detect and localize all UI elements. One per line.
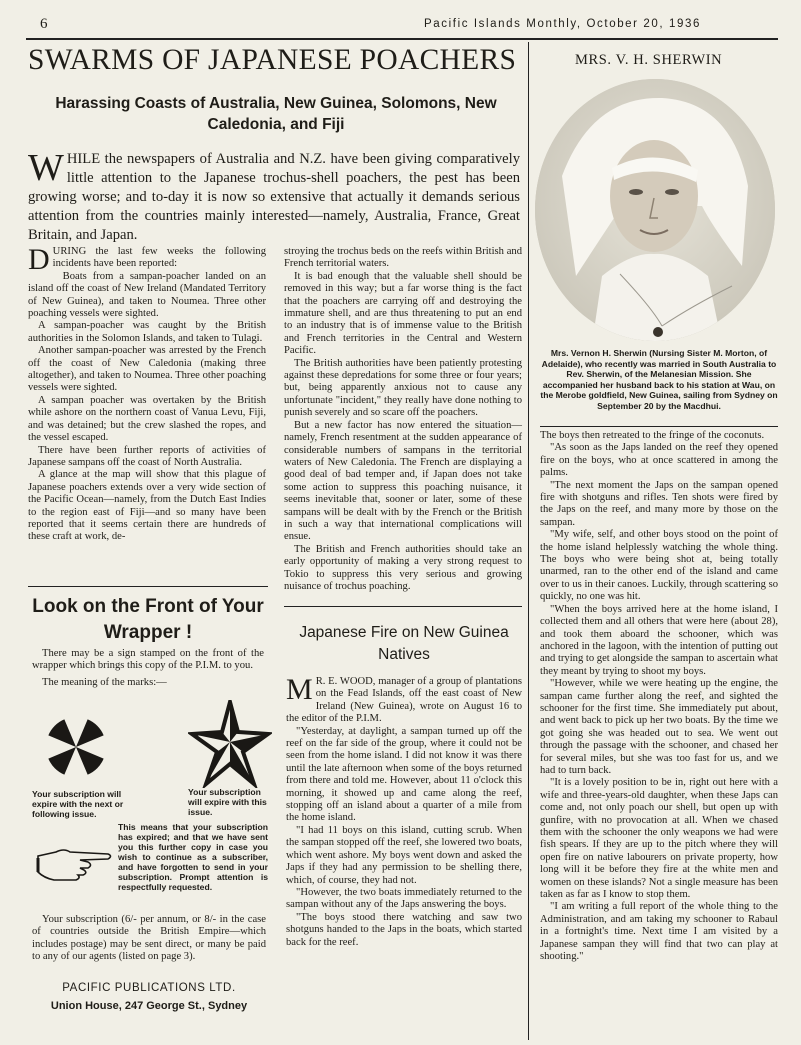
col4-para: "I am writing a full report of the whole thing to the Administration, and am taking my schooner to Rabaul in a fortnight's time. Next time I am visited by a Japanese sampan they will find that two can play at shooting.": [540, 901, 778, 963]
fire-first: R. E. WOOD, manager of a group of plantations on the Fead Islands, off the east coast of New Ireland (New Guinea), wrote on August 16 to the editor of the P.I.M.: [286, 676, 522, 725]
box-rule: [28, 586, 268, 587]
col1-first: URING the last few weeks the following incidents have been reported:: [52, 246, 266, 270]
col4-para: "My wife, self, and other boys stood on the point of the home island helplessly watching the whole thing. The boys who were being shot at, being totally unarmed, ran to the other end of the island and came over to us in their canoes. Luckily, through scattering so quickly, no one was hit.: [540, 529, 778, 603]
col4-para: "When the boys arrived here at the home island, I collected them and all others that were here (about 28), and took them aboard the schooner, which was anchored in the lagoon, with the intention of putting out and trying to get alongside the sampan to ascertain what they meant by trying to shoot my boys.: [540, 603, 778, 677]
col4-para: "However, while we were heating up the engine, the sampan came further along the reef, and sighted the schooner for the first time. She immediately put about, and went back to pick up her two boats. By the time we got going she was headed out to sea. We went out through the passage with the schooner, and chased her for several miles, but she was too fast for us, and we had to turn back.: [540, 678, 778, 776]
star-caption: Your subscription will expire with this issue.: [188, 787, 267, 817]
publisher-name: PACIFIC PUBLICATIONS LTD.: [62, 982, 236, 994]
caption-rule: [540, 426, 778, 427]
col4-para: "The next moment the Japs on the sampan opened fire with shotguns and rifles. Ten shots were fired by the Japs on the reef, and many more by those on the sampan.: [540, 479, 778, 528]
header-rule: [26, 38, 778, 40]
col1-dropcap: D: [28, 243, 50, 276]
fire-para: "However, the two boats immediately returned to the sampan without any of the Japs answering the boys.: [286, 886, 522, 911]
lead-text: HILE the newspapers of Australia and N.Z. have been giving comparatively little attention to the Japanese trochus-shell poachers, the pest has been growing worse; and to-day it is now so extensive that actually it demands serious attention from the countries mainly interested—namely, Australia, France, Great Britain, and Japan.: [28, 151, 520, 243]
col4-para: The boys then retreated to the fringe of the coconuts.: [540, 430, 765, 441]
col2-para: stroying the trochus beds on the reefs within British and French territorial waters.: [284, 246, 522, 270]
col4-para: "As soon as the Japs landed on the reef they opened fire on the boys, who at once scattered in among the palms.: [540, 442, 778, 479]
col1-para: There have been further reports of activities of Japanese sampans off the coast of North Australia.: [28, 444, 266, 468]
subscription-text: Your subscription (6/- per annum, or 8/- in the case of countries outside the British Empire—which includes postage) may be sent direct, or many be paid to any of our agents (listed on page 3).: [32, 914, 266, 963]
lead-paragraph: [28, 147, 520, 245]
wrapper-intro-text: There may be a sign stamped on the front of the wrapper which brings this copy of the P.I.M. to you.: [32, 648, 264, 672]
col2-para: It is bad enough that the valuable shell should be removed in this way; but a far worse thing is the fact that the poachers are carrying off and destroying the immature shell, and are thus threatening to put an end to an industry that is of immense value to the British and French territories in the Central and Western Pacific.: [284, 270, 522, 357]
hand-caption: This means that your subscription has expired; and that we have sent you this further copy in case you wish to continue as a subscriber, and have forgotten to send in your subscription. Prompt attention is respectfully requested.: [118, 822, 268, 892]
col1-para: A sampan poacher was overtaken by the British while ashore on the northern coast of Vanua Levu, Fiji, and was detained; but the crew slashed the ropes, and the vessel escaped.: [28, 394, 266, 444]
col1-para: A sampan-poacher was caught by the British authorities in the Solomon Islands, and taken to Tulagi.: [28, 320, 266, 344]
fire-section-title: Japanese Fire on New Guinea Natives: [299, 624, 509, 663]
article-column-4: [540, 430, 778, 963]
fire-para: "I had 11 boys on this island, cutting scrub. When the sampan stopped off the reef, she lowered two boats, which went ashore. My boys went down and asked the Japs if they had any permission to be shelling there, which, of course, they had not.: [286, 824, 522, 886]
col1-para: Boats from a sampan-poacher landed on an island off the coast of New Ireland (Mandated Territory of New Guinea), and taken to Noumea. Three other poaching vessels were sighted.: [28, 270, 266, 320]
fire-para: "The boys stood there watching and saw two shotguns handed to the Japs in the boats, which started back for the reef.: [286, 911, 522, 948]
maltese-cross-icon: [34, 705, 118, 789]
article-column-2: [284, 246, 522, 593]
col2-para: The British authorities have been patiently protesting against these depredations for some three or four years; but, being apparently anxious not to cause any unfortunate "incident," they really have done nothing to punish severely and so scare off the poachers.: [284, 357, 522, 419]
star-icon: [188, 700, 272, 788]
portrait-name: MRS. V. H. SHERWIN: [575, 52, 723, 68]
main-headline: SWARMS OF JAPANESE POACHERS: [28, 44, 517, 76]
col4-para: "It is a lovely position to be in, right out here with a wife and three-years-old daughter, when these Japs can come and, not only poach our shell, but open up with gunfire, with no provocation at all. When we chased them with the schooner the only weapons we had were fish spears. If they are up to the pitch where they will open fire on native labourers on private property, how long will it be before they fire at the white men and women on these islands? Not a single measure has been taken as far as I know to stop them.: [540, 777, 778, 901]
sub-headline: Harassing Coasts of Australia, New Guinea, Solomons, New Caledonia, and Fiji: [55, 95, 497, 133]
col2-para: But a new factor has now entered the situation—namely, French resentment at the sudden appearance of considerable numbers of sampans in the territorial waters of New Caledonia. The French are displaying a good deal of bad temper and, if Japan does not take some action to suppress this poaching nuisance, it seems inevitable that, sooner or later, some of these sampans will be dealt with by the French or the British in such a way that international complications will ensue.: [284, 419, 522, 543]
portrait-caption: Mrs. Vernon H. Sherwin (Nursing Sister M. Morton, of Adelaide), who recently was married in South Australia to Rev. Sherwin, of the Melanesian Mission. She accompanied her husband back to his station at Wau, on the Merobe goldfield, New Guinea, sailing from Sydney on September 20 by the Macdhui.: [540, 348, 778, 411]
fire-dropcap: M: [286, 673, 313, 706]
wrapper-title: Look on the Front of Your Wrapper !: [32, 596, 264, 643]
portrait-photo: [532, 76, 778, 344]
pointing-hand-icon: [36, 842, 114, 886]
col2-para: The British and French authorities should take an early opportunity of making a very strong request to Tokio to suppress this very serious and growing nuisance of trochus poaching.: [284, 543, 522, 592]
column-divider: [528, 42, 529, 1040]
page-number: 6: [40, 16, 48, 32]
subscription-info: [32, 914, 266, 964]
fire-article: [286, 673, 522, 949]
section-rule: [284, 606, 522, 607]
fire-para: "Yesterday, at daylight, a sampan turned up off the reef on the far side of the group, where it could not be seen from the home island. I did not know it was there until the late afternoon when some of the boys returned from there and told me. However, about 11 o'clock this morning, it showed up and came along the reef, stopping off an island about a quarter of a mile from the home island.: [286, 725, 522, 824]
col1-para: A glance at the map will show that this plague of Japanese poachers extends over a very wide section of the Pacific Ocean—namely, from the Dutch East Indies to the region east of Fiji—and so many have been reported that it seems certain there are hundreds of these craft at work, de-: [28, 469, 266, 543]
wrapper-meaning: The meaning of the marks:—: [42, 676, 167, 688]
cross-caption: Your subscription will expire with the next or following issue.: [32, 789, 124, 819]
article-column-1: [28, 243, 266, 544]
wrapper-intro: [32, 648, 264, 689]
col1-para: Another sampan-poacher was arrested by the French off the coast of New Caledonia (making three altogether), and taken to Noumea. Three other poaching vessels were sighted.: [28, 345, 266, 394]
lead-dropcap: W: [28, 147, 64, 189]
publication-header: Pacific Islands Monthly, October 20, 1936: [424, 18, 701, 30]
publisher-address: Union House, 247 George St., Sydney: [50, 1000, 248, 1012]
